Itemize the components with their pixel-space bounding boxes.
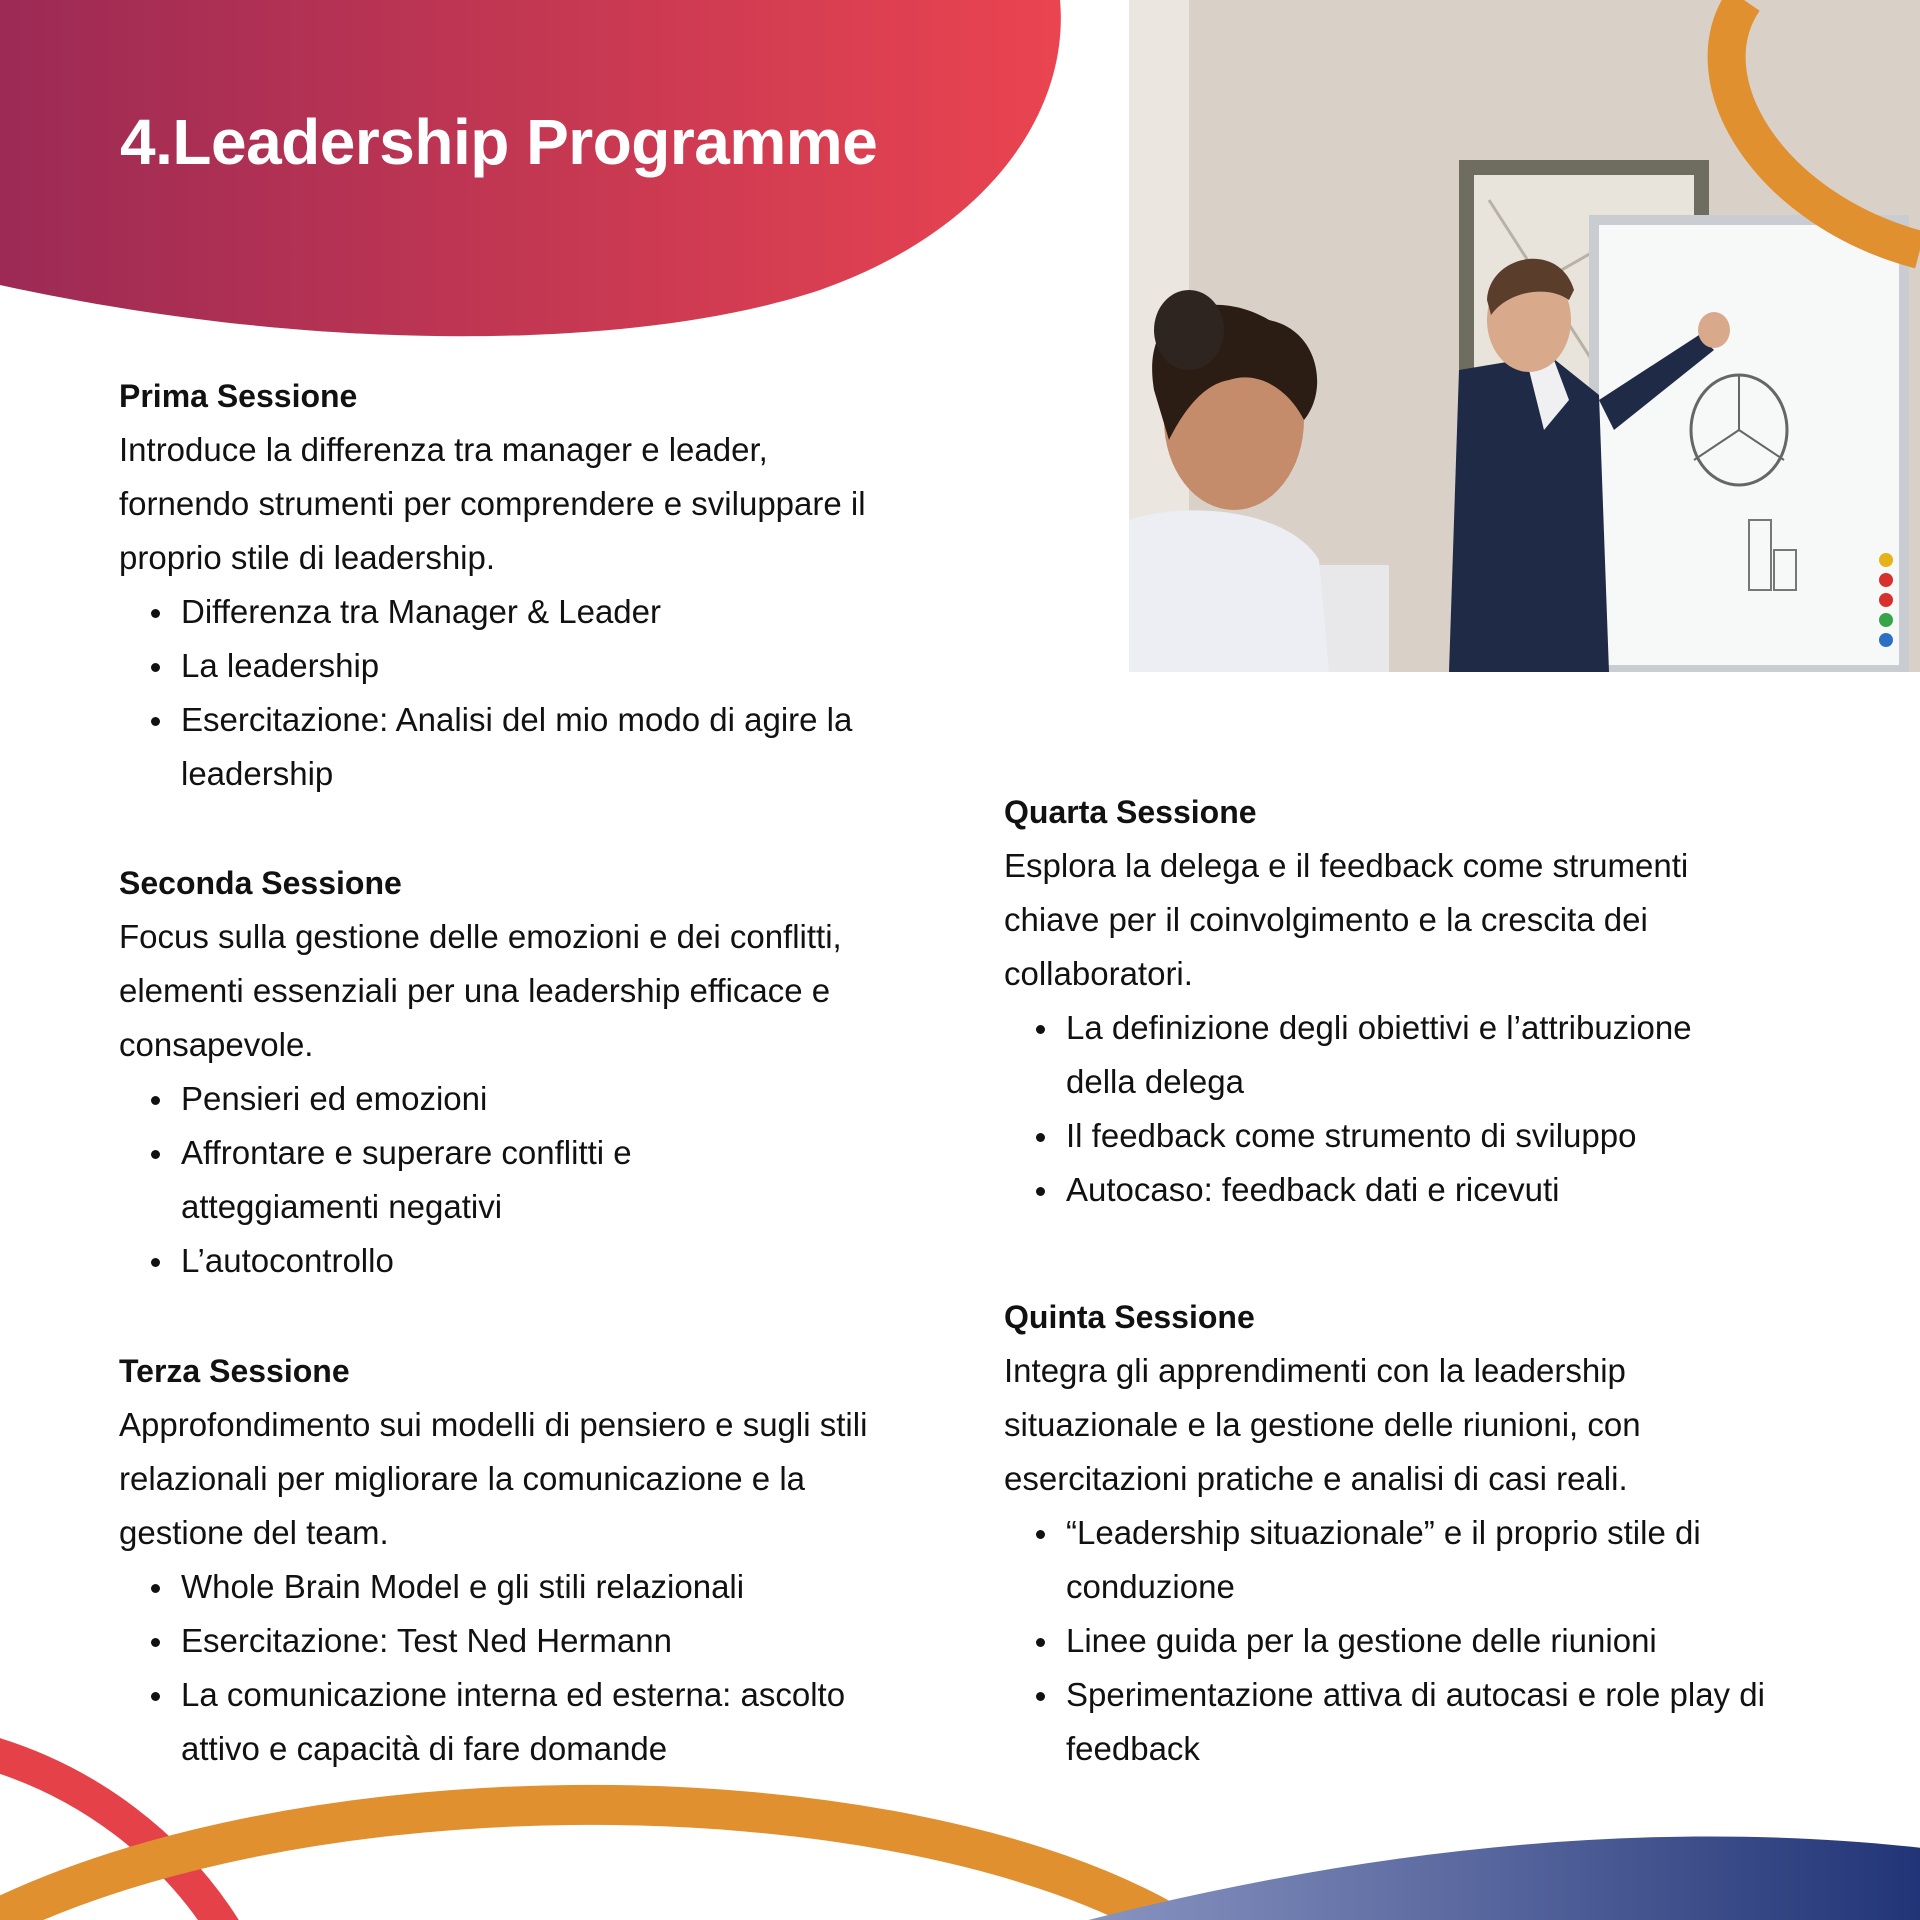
list-item: Whole Brain Model e gli stili relazionali <box>181 1560 881 1614</box>
session-2 <box>119 856 919 1288</box>
session-5 <box>1004 1290 1804 1776</box>
list-item: La leadership <box>181 639 901 693</box>
list-item: Il feedback come strumento di sviluppo <box>1066 1109 1766 1163</box>
session-title: Quinta Sessione <box>1004 1299 1255 1335</box>
session-topics <box>119 1072 741 1288</box>
list-item: L’autocontrollo <box>181 1234 741 1288</box>
list-item: La definizione degli obiettivi e l’attribuzione della delega <box>1066 1001 1766 1109</box>
session-topics <box>119 585 901 801</box>
list-item: Affrontare e superare conflitti e atteggiamenti negativi <box>181 1126 741 1234</box>
list-item: Esercitazione: Test Ned Hermann <box>181 1614 881 1668</box>
list-item: “Leadership situazionale” e il proprio stile di conduzione <box>1066 1506 1806 1614</box>
session-title: Quarta Sessione <box>1004 794 1257 830</box>
page-title: 4.Leadership Programme <box>120 106 878 178</box>
session-1 <box>119 369 919 801</box>
session-description: Focus sulla gestione delle emozioni e dei conflitti, elementi essenziali per una leadership efficace e consapevole. <box>119 918 842 1063</box>
list-item: Differenza tra Manager & Leader <box>181 585 901 639</box>
session-4 <box>1004 785 1804 1217</box>
list-item: Pensieri ed emozioni <box>181 1072 741 1126</box>
bottom-navy-arc <box>1050 1836 1920 1920</box>
session-description: Esplora la delega e il feedback come strumenti chiave per il coinvolgimento e la crescita dei collaboratori. <box>1004 847 1689 992</box>
session-description: Integra gli apprendimenti con la leadership situazionale e la gestione delle riunioni, con esercitazioni pratiche e analisi di casi reali. <box>1004 1352 1641 1497</box>
list-item: La comunicazione interna ed esterna: ascolto attivo e capacità di fare domande <box>181 1668 881 1776</box>
bottom-orange-arc <box>0 1805 1180 1920</box>
session-topics <box>119 1560 881 1776</box>
session-title: Terza Sessione <box>119 1353 350 1389</box>
session-topics <box>1004 1506 1806 1776</box>
list-item: Linee guida per la gestione delle riunioni <box>1066 1614 1806 1668</box>
session-topics <box>1004 1001 1766 1217</box>
list-item: Autocaso: feedback dati e ricevuti <box>1066 1163 1766 1217</box>
session-title: Seconda Sessione <box>119 865 402 901</box>
list-item: Sperimentazione attiva di autocasi e role play di feedback <box>1066 1668 1806 1776</box>
session-3 <box>119 1344 919 1776</box>
photo-classroom-whiteboard <box>1129 0 1920 672</box>
session-title: Prima Sessione <box>119 378 358 414</box>
list-item: Esercitazione: Analisi del mio modo di agire la leadership <box>181 693 901 801</box>
session-description: Approfondimento sui modelli di pensiero e sugli stili relazionali per migliorare la comunicazione e la gestione del team. <box>119 1406 868 1551</box>
session-description: Introduce la differenza tra manager e leader, fornendo strumenti per comprendere e sviluppare il proprio stile di leadership. <box>119 431 866 576</box>
